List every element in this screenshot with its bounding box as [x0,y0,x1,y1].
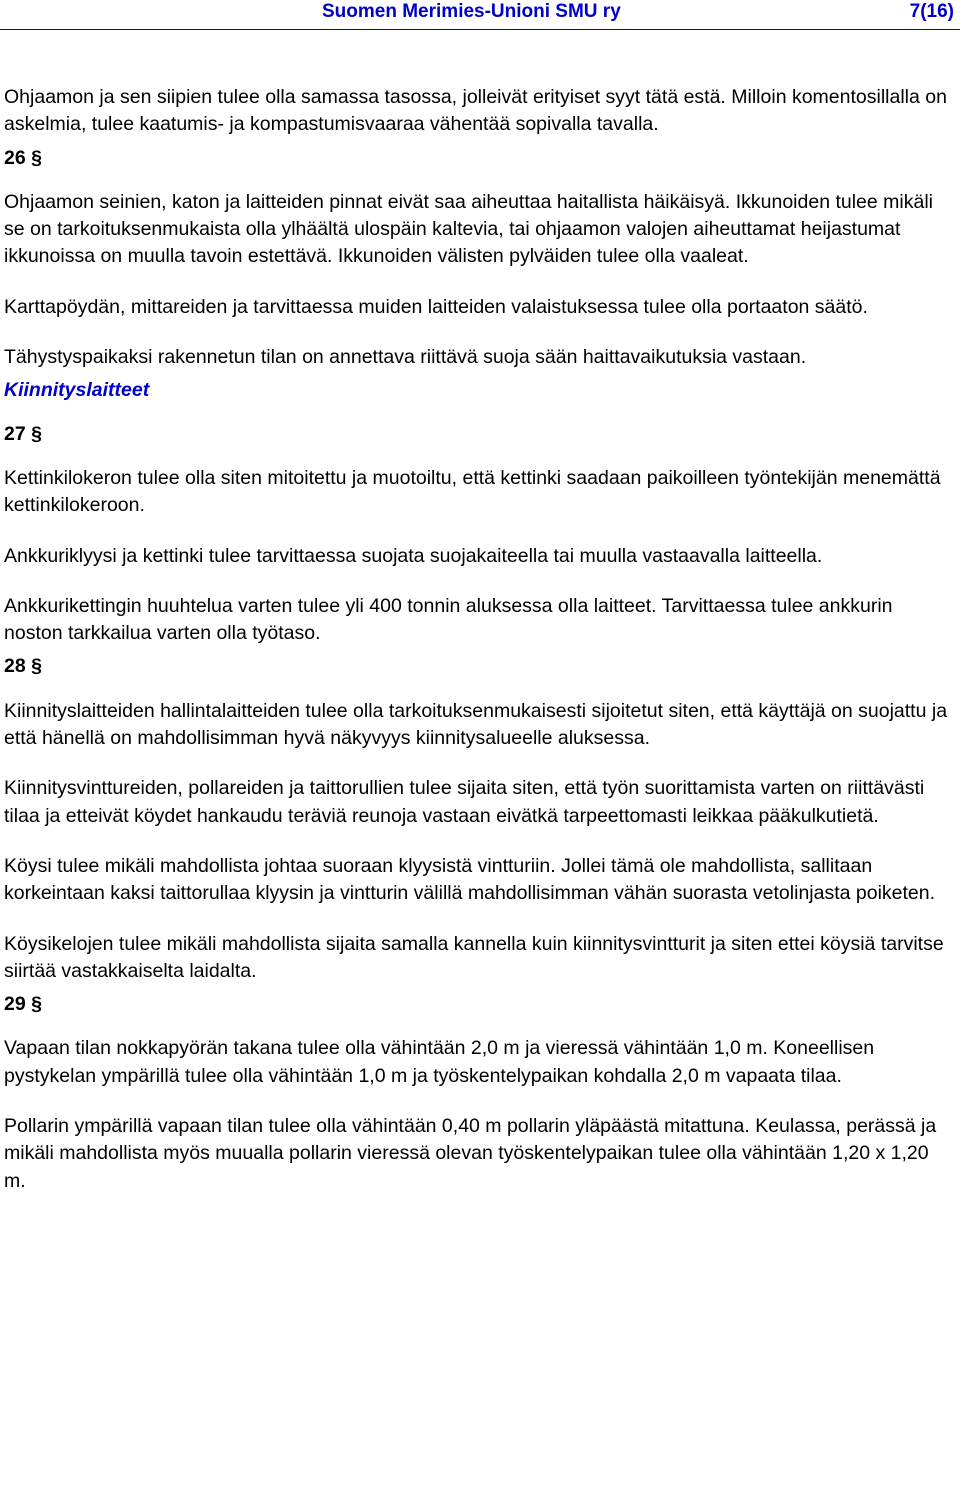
section-29-paragraph: Vapaan tilan nokkapyörän takana tulee olla vähintään 2,0 m ja vieressä vähintään 1,0 m. Koneellisen pystykelan ympärillä tulee olla vähintään 1,0 m ja työskentelypaikan kohdalla 2,0 m vapaata tilaa. [4,1037,875,1087]
section-27-paragraph: Ankkurikettingin huuhtelua varten tulee yli 400 tonnin aluksessa olla laitteet. Tarvittaessa tulee ankkurin noston tarkkailua varten olla työtaso. [4,594,893,645]
section-27-paragraph: Ankkuriklyysi ja kettinki tulee tarvittaessa suojata suojakaiteella tai muulla vastaavalla laitteella. [4,544,823,567]
document-body [4,84,952,1218]
section-26-paragraph: Tähystyspaikaksi rakennetun tilan on annettava riittävä suoja sään haittavaikutuksia vastaan. [4,346,807,369]
section-28-paragraph: Kiinnityslaitteiden hallintalaitteiden tulee olla tarkoituksenmukaisesti sijoitetut siten, että käyttäjä on suojattu ja että hänellä on mahdollisimman hyvä näkyvyys kiinnitysalueelle aluksessa. [4,699,948,750]
intro-paragraph: Ohjaamon ja sen siipien tulee olla samassa tasossa, jolleivät erityiset syyt tätä estä. Milloin komentosillalla on askelmia, tulee kaatumis- ja kompastumisvaaraa vähentää sopivalla tavalla. [4,86,947,136]
section-27-number: 27 § [4,422,42,445]
organization-name: Suomen Merimies-Unioni SMU ry [322,1,621,22]
section-26-paragraph: Ohjaamon seinien, katon ja laitteiden pinnat eivät saa aiheuttaa haitallista häikäisyä. Ikkunoiden tulee mikäli se on tarkoituksenmukaista olla ylhäältä ulospäin kaltevia, tai ohjaamon valojen aiheuttamat heijastumat ikkunoissa on muulla tavoin estettävä. Ikkunoiden välisten pylväiden tulee olla vaaleat. [4,190,933,268]
section-26-number: 26 § [4,146,42,169]
header-rule [0,29,960,30]
page-header [0,0,960,30]
section-28-paragraph: Köysikelojen tulee mikäli mahdollista sijaita samalla kannella kuin kiinnitysvintturit ja siten ettei köysiä tarvitse siirtää vastakkaiselta laidalta. [4,932,944,982]
section-27-paragraph: Kettinkilokeron tulee olla siten mitoitettu ja muotoiltu, että kettinki saadaan paikoilleen työntekijän menemättä kettinkilokeroon. [4,466,941,517]
section-28-number: 28 § [4,655,42,678]
section-29-paragraph: Pollarin ympärillä vapaan tilan tulee olla vähintään 0,40 m pollarin yläpäästä mitattuna. Keulassa, perässä ja mikäli mahdollista myös muualla pollarin vieressä olevan työskentelypaikan tulee olla vähintään 1,20 x 1,20 m. [4,1115,937,1192]
section-29-number: 29 § [4,993,42,1016]
section-26-paragraph: Karttapöydän, mittareiden ja tarvittaessa muiden laitteiden valaistuksessa tulee olla portaaton säätö. [4,295,868,318]
page-number: 7(16) [909,1,954,22]
section-28-paragraph: Kiinnitysvinttureiden, pollareiden ja taittorullien tulee sijaita siten, että työn suorittamista varten on riittävästi tilaa ja etteivät köydet hankaudu teräviä reunoja vastaan eivätkä tarpeettomasti leikkaa pääkulkutietä. [4,777,925,827]
section-heading-kiinnityslaitteet: Kiinnityslaitteet [4,379,150,402]
section-28-paragraph: Köysi tulee mikäli mahdollista johtaa suoraan klyysistä vintturiin. Jollei tämä ole mahdollista, sallitaan korkeintaan kaksi taittorullaa klyysin ja vintturin välillä mahdollisimman vähän suorasta vetolinjasta poiketen. [4,854,936,905]
